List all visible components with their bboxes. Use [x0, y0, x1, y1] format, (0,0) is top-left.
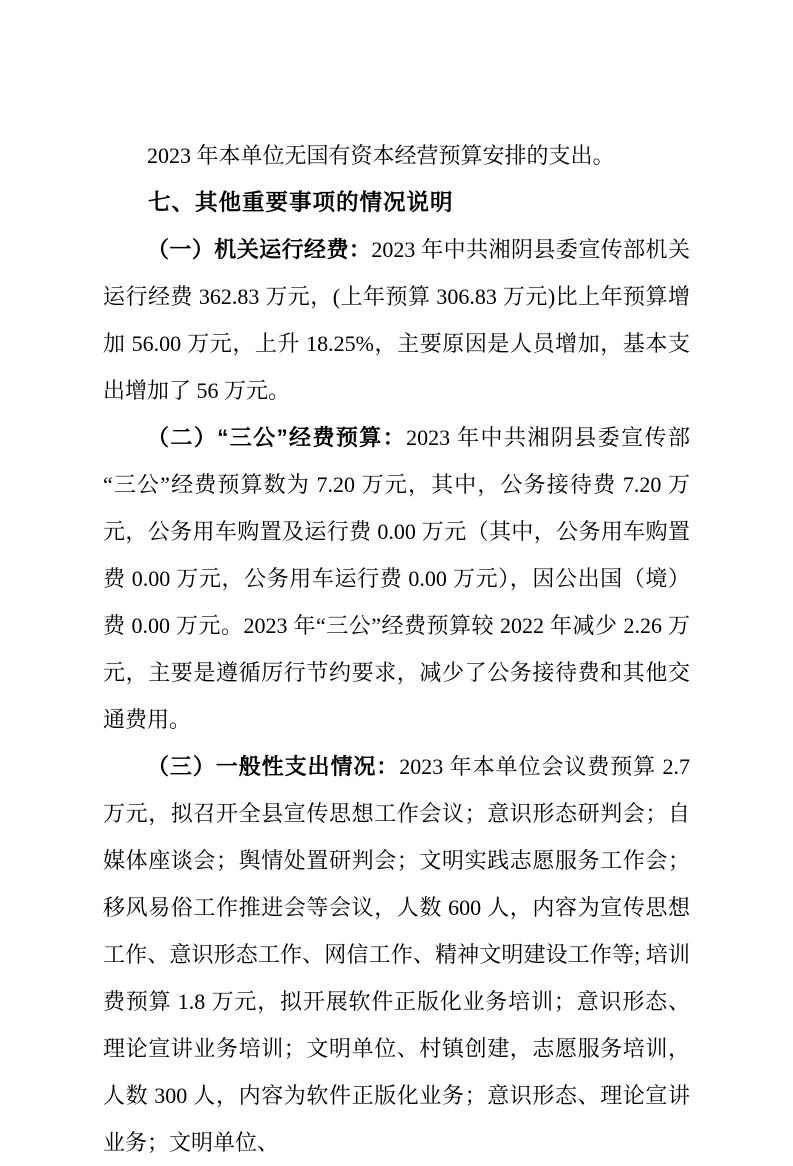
paragraph-agency-operating-expense	[103, 226, 690, 414]
paragraph-lead-agency-operating-expense: （一）机关运行经费：	[147, 237, 372, 262]
paragraph-lead-three-public-expense-budget: （二）“三公”经费预算：	[147, 425, 407, 450]
section-heading-other-important-matters: 七、其他重要事项的情况说明	[148, 190, 454, 215]
paragraph-text-general-expenditure: 2023 年本单位会议费预算 2.7 万元，拟召开全县宣传思想工作会议；意识形态研判会；自媒体座谈会；舆情处置研判会；文明实践志愿服务工作会；移风易俗工作推进会等会议，人数 600 人，内容为宣传思想工作、意识形态工作、网信工作、精神文明建设工作等; 培训费预算 1.8 万元，拟开展软件正版化业务培训；意识形态、理论宣讲业务培训；文明单位、村镇创建，志愿服务培训，人数 300 人，内容为软件正版化业务；意识形态、理论宣讲业务；文明单位、	[103, 754, 690, 1155]
document-content	[103, 132, 690, 1166]
intro-paragraph: 2023 年本单位无国有资本经营预算安排的支出。	[147, 143, 615, 168]
paragraph-three-public-expense-budget	[103, 414, 690, 743]
paragraph-text-agency-operating-expense: 2023 年中共湘阴县委宣传部机关运行经费 362.83 万元，(上年预算 306.83 万元)比上年预算增加 56.00 万元，上升 18.25%，主要原因是人员增加，基本支出增加了 56 万元。	[103, 237, 690, 403]
paragraph-text-three-public-expense-budget: 2023 年中共湘阴县委宣传部“三公”经费预算数为 7.20 万元，其中，公务接待费 7.20 万元，公务用车购置及运行费 0.00 万元（其中，公务用车购置费 0.00 万元，公务用车运行费 0.00 万元），因公出国（境）费 0.00 万元。2023 年“三公”经费预算较 2022 年减少 2.26 万元，主要是遵循厉行节约要求，减少了公务接待费和其他交通费用。	[103, 425, 690, 732]
paragraph-lead-general-expenditure: （三）一般性支出情况：	[147, 754, 400, 779]
paragraph-general-expenditure	[103, 743, 690, 1166]
